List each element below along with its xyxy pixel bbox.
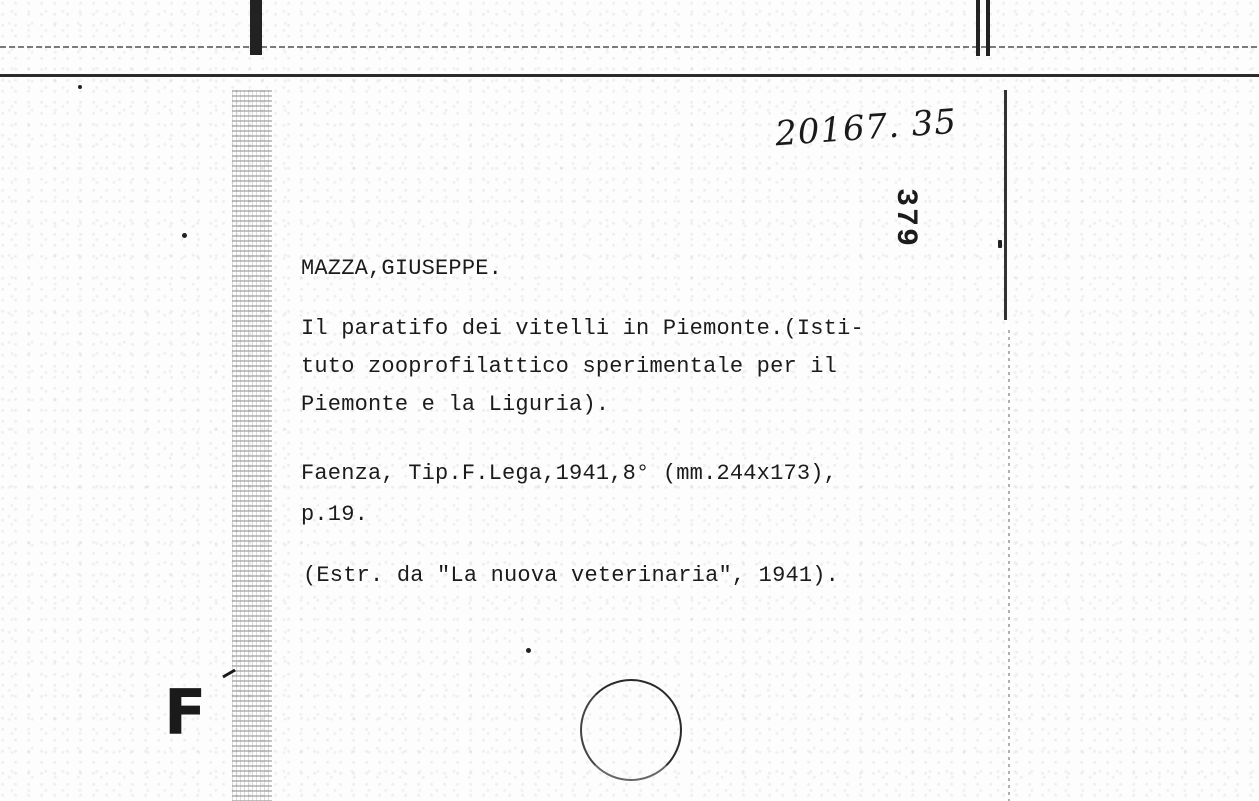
imprint-line: Faenza, Tip.F.Lega,1941,8° (mm.244x173),	[301, 461, 838, 486]
punch-hole	[580, 679, 682, 781]
speck	[182, 233, 187, 238]
drawer-post-right-b	[986, 0, 990, 56]
card-right-edge-lower	[1008, 330, 1010, 801]
drawer-post-left	[250, 0, 262, 55]
imprint-line: p.19.	[301, 502, 369, 527]
margin-mark: F	[164, 676, 207, 749]
speck	[78, 85, 82, 89]
title-line: tuto zooprofilattico sperimentale per il	[301, 354, 838, 379]
drawer-post-right-a	[976, 0, 980, 56]
author-heading: MAZZA,GIUSEPPE.	[301, 256, 503, 281]
card-left-edge	[232, 90, 272, 801]
inventory-number: 20167. 35	[773, 101, 959, 155]
shelf-number: 379	[888, 188, 922, 249]
speck	[526, 648, 531, 653]
drawer-divider-faint	[0, 46, 1259, 48]
extract-note: (Estr. da "La nuova veterinaria", 1941).	[303, 563, 840, 588]
card-right-edge	[1004, 90, 1007, 320]
title-line: Piemonte e la Liguria).	[301, 392, 610, 417]
speck	[998, 240, 1002, 248]
title-line: Il paratifo dei vitelli in Piemonte.(Isti-	[301, 316, 864, 341]
drawer-divider	[0, 74, 1259, 77]
